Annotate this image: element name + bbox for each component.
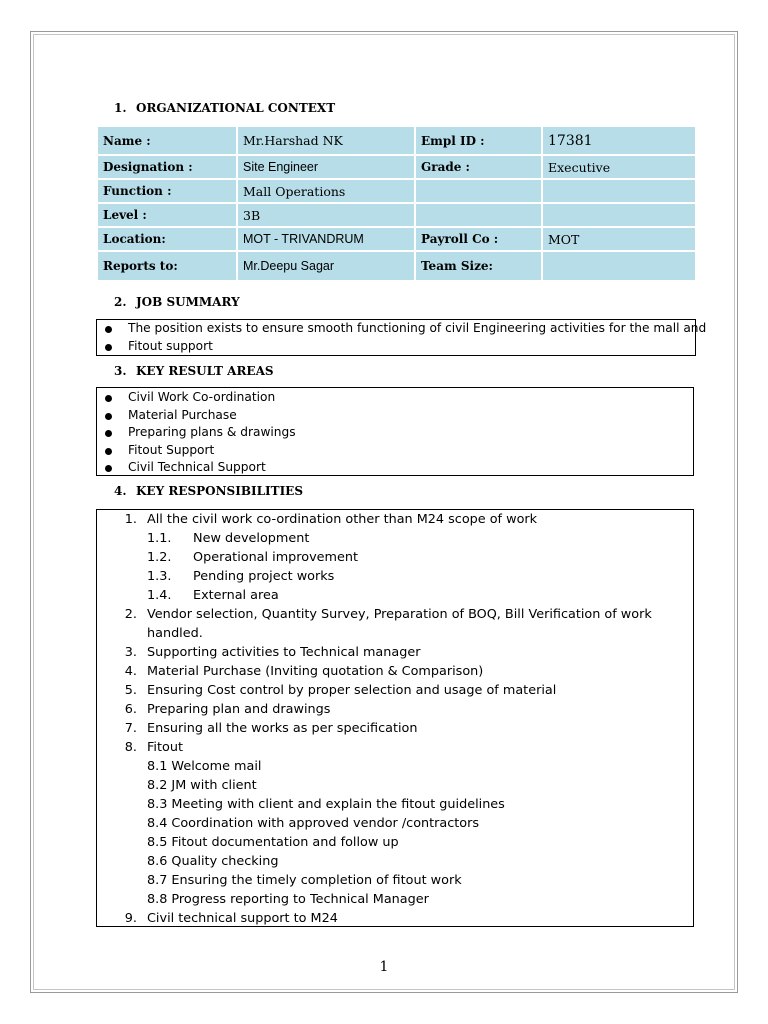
list-item-number: 1.3. <box>147 569 172 584</box>
designation-value: Site Engineer <box>237 155 415 179</box>
payroll-value: MOT <box>542 227 696 251</box>
list-item: Fitout support <box>97 338 695 356</box>
list-item-text: Supporting activities to Technical manager <box>147 645 421 660</box>
list-item: Civil Technical Support <box>97 459 693 477</box>
list-item <box>97 662 693 681</box>
list-item <box>97 548 693 567</box>
list-item <box>97 567 693 586</box>
table-row <box>97 203 696 227</box>
heading-key-responsibilities <box>114 484 303 498</box>
function-label: Function : <box>97 179 237 203</box>
list-item-text: All the civil work co-ordination other than M24 scope of work <box>147 512 538 527</box>
list-item-number: 1.2. <box>147 550 172 565</box>
level-value: 3B <box>237 203 415 227</box>
list-item-number: 5. <box>124 683 137 698</box>
empty-cell <box>415 179 542 203</box>
team-size-value <box>542 251 696 281</box>
list-item: Material Purchase <box>97 407 693 425</box>
list-item-text: Operational improvement <box>193 550 359 565</box>
list-item-number: 8. <box>124 740 137 755</box>
team-size-label: Team Size: <box>415 251 542 281</box>
heading-number: 2. <box>114 295 127 309</box>
table-row <box>97 251 696 281</box>
list-item <box>97 624 693 643</box>
list-item-text: Fitout <box>147 740 183 755</box>
list-item-text: Pending project works <box>193 569 335 584</box>
list-item <box>97 909 693 928</box>
list-item-text: Ensuring Cost control by proper selection and usage of material <box>147 683 557 698</box>
list-item <box>97 795 693 814</box>
list-item <box>97 605 693 624</box>
location-label: Location: <box>97 227 237 251</box>
list-item-text: 8.6 Quality checking <box>147 854 279 869</box>
table-row <box>97 155 696 179</box>
heading-number: 1. <box>114 101 127 115</box>
list-item-text: Material Purchase (Inviting quotation & Comparison) <box>147 664 484 679</box>
list-item-text: 8.2 JM with client <box>147 778 257 793</box>
list-item <box>97 681 693 700</box>
list-item-number: 4. <box>124 664 137 679</box>
payroll-label: Payroll Co : <box>415 227 542 251</box>
list-item <box>97 833 693 852</box>
empty-cell <box>415 203 542 227</box>
heading-title: JOB SUMMARY <box>136 295 240 309</box>
grade-value: Executive <box>542 155 696 179</box>
list-item-number: 7. <box>124 721 137 736</box>
list-item-number: 1.4. <box>147 588 172 603</box>
heading-job-summary <box>114 295 240 309</box>
grade-label: Grade : <box>415 155 542 179</box>
heading-title: KEY RESULT AREAS <box>136 364 274 378</box>
list-item <box>97 871 693 890</box>
list-item <box>97 852 693 871</box>
location-value: MOT - TRIVANDRUM <box>237 227 415 251</box>
list-item <box>97 700 693 719</box>
heading-number: 3. <box>114 364 127 378</box>
list-item <box>97 643 693 662</box>
list-item-text: 8.1 Welcome mail <box>147 759 262 774</box>
list-item <box>97 814 693 833</box>
empty-cell <box>542 179 696 203</box>
list-item-number: 3. <box>124 645 137 660</box>
level-label: Level : <box>97 203 237 227</box>
name-label: Name : <box>97 126 237 155</box>
list-item: Civil Work Co-ordination <box>97 389 693 407</box>
list-item-text: 8.8 Progress reporting to Technical Manager <box>147 892 429 907</box>
table-row <box>97 227 696 251</box>
list-item-number: 1. <box>124 512 137 527</box>
list-item <box>97 586 693 605</box>
list-item-number: 2. <box>124 607 137 622</box>
list-item <box>97 529 693 548</box>
list-item: Fitout Support <box>97 442 693 460</box>
list-item-text: 8.7 Ensuring the timely completion of fitout work <box>147 873 462 888</box>
job-summary-box <box>96 319 707 356</box>
key-result-areas-box <box>96 387 694 476</box>
list-item: Preparing plans & drawings <box>97 424 693 442</box>
organizational-context-table <box>96 125 697 282</box>
list-item <box>97 719 693 738</box>
empl-id-label: Empl ID : <box>415 126 542 155</box>
list-item-text: External area <box>193 588 279 603</box>
list-item-text: handled. <box>147 626 203 641</box>
reports-to-value: Mr.Deepu Sagar <box>237 251 415 281</box>
list-item-text: New development <box>193 531 310 546</box>
list-item <box>97 776 693 795</box>
reports-to-label: Reports to: <box>97 251 237 281</box>
list-item <box>97 738 693 757</box>
heading-key-result-areas <box>114 364 274 378</box>
heading-organizational-context <box>114 101 335 115</box>
list-item <box>97 890 693 909</box>
list-item-text: Ensuring all the works as per specification <box>147 721 418 736</box>
designation-label: Designation : <box>97 155 237 179</box>
page-number: 1 <box>379 959 389 975</box>
list-item-text: Vendor selection, Quantity Survey, Preparation of BOQ, Bill Verification of work <box>147 607 652 622</box>
list-item-text: 8.4 Coordination with approved vendor /contractors <box>147 816 480 831</box>
list-item-text: 8.5 Fitout documentation and follow up <box>147 835 399 850</box>
list-item-text: 8.3 Meeting with client and explain the fitout guidelines <box>147 797 505 812</box>
list-item-number: 9. <box>124 911 137 926</box>
list-item <box>97 510 693 529</box>
name-value: Mr.Harshad NK <box>237 126 415 155</box>
table-row <box>97 179 696 203</box>
table-row <box>97 126 696 155</box>
empty-cell <box>542 203 696 227</box>
list-item-number: 1.1. <box>147 531 172 546</box>
heading-title: ORGANIZATIONAL CONTEXT <box>136 101 336 115</box>
empl-id-value: 17381 <box>542 126 696 155</box>
list-item-text: Preparing plan and drawings <box>147 702 331 717</box>
list-item-text: Civil technical support to M24 <box>147 911 338 926</box>
list-item-number: 6. <box>124 702 137 717</box>
key-responsibilities-box <box>96 509 694 927</box>
function-value: Mall Operations <box>237 179 415 203</box>
list-item: The position exists to ensure smooth functioning of civil Engineering activities for the mall and <box>97 320 695 338</box>
heading-number: 4. <box>114 484 127 498</box>
heading-title: KEY RESPONSIBILITIES <box>136 484 303 498</box>
list-item <box>97 757 693 776</box>
